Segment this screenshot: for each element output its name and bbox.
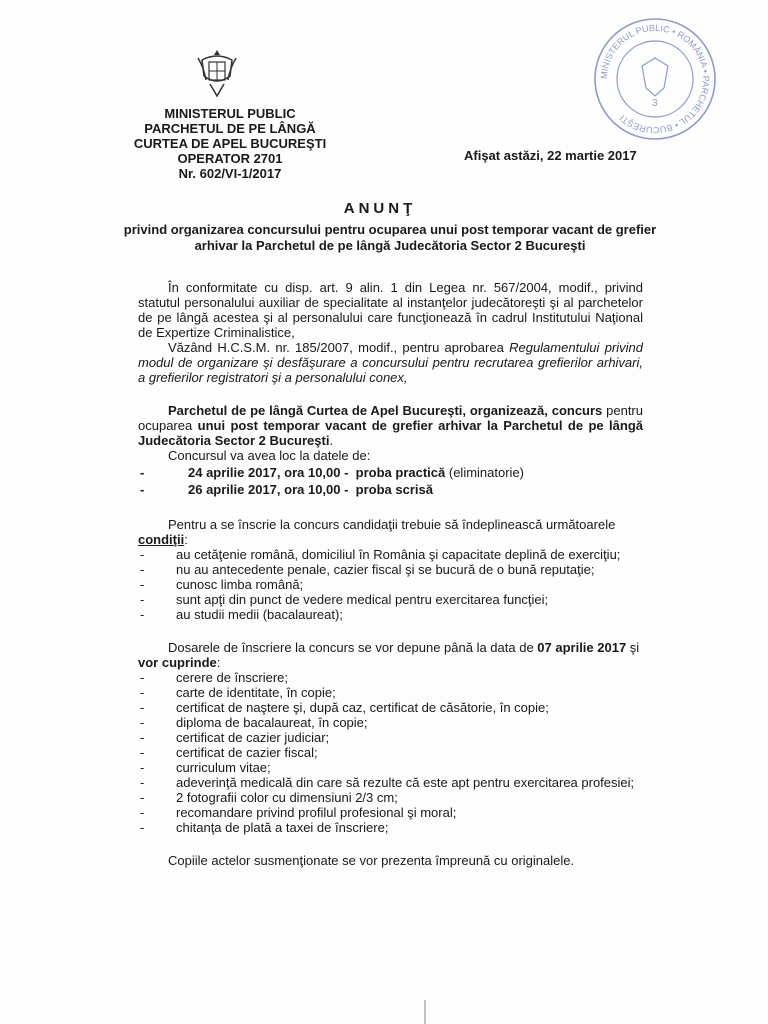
condition-item: - sunt apţi din punct de vedere medical pentru exercitarea funcţiei;	[138, 592, 643, 607]
organizer-end: .	[329, 433, 334, 448]
announcement-title: ANUNŢ	[343, 200, 417, 217]
exam-dates-list	[138, 465, 643, 497]
organizer-paragraph	[138, 403, 643, 448]
header-line: Nr. 602/VI-1/2017	[178, 166, 282, 181]
dossier-contents: vor cuprinde	[138, 655, 217, 670]
document-item: - 2 fotografii color cu dimensiuni 2/3 cm;	[138, 790, 643, 805]
organizer-text: Parchetul de pe lângă Curtea de Apel Bucureşti, organizează, concurs	[168, 403, 603, 418]
header-line: PARCHETUL DE PE LÂNGĂ	[144, 121, 316, 136]
stamp-number: 3	[652, 98, 658, 109]
document-item: - cerere de înscriere;	[138, 670, 643, 685]
regulation-text: Văzând H.C.S.M. nr. 185/2007, modif., pentru aprobarea	[168, 340, 510, 355]
header-line: MINISTERUL PUBLIC	[164, 106, 296, 121]
dossier-paragraph	[138, 640, 643, 670]
closing-note: Copiile actelor susmenţionate se vor prezenta împreună cu originalele.	[168, 853, 575, 868]
organizer-mid: pentru ocuparea	[138, 403, 643, 433]
institution-header	[120, 106, 340, 181]
conditions-word: condiţii	[138, 532, 185, 547]
dates-intro: Concursul va avea loc la datele de:	[168, 448, 371, 463]
exam-date-item	[138, 482, 643, 497]
condition-item: - cunosc limba română;	[138, 577, 643, 592]
svg-text:MINISTERUL PUBLIC • ROMÂNIA •	[599, 23, 711, 135]
posting-date: Afişat astăzi, 22 martie 2017	[464, 148, 637, 163]
exam-type: proba practică	[355, 465, 446, 480]
document-item: - carte de identitate, în copie;	[138, 685, 643, 700]
regulation-title: Regulamentului privind modul de organizare şi desfăşurare a concursului pentru recrutarea grefierilor arhivari, a grefierilor registratori şi a personalului conex,	[138, 340, 643, 385]
deadline-date: 07 aprilie 2017	[537, 640, 627, 655]
document-item: - adeverinţă medicală din care să rezulte că este apt pentru exercitarea profesiei;	[138, 775, 643, 790]
documents-list	[138, 670, 643, 835]
condition-item: - au studii medii (bacalaureat);	[138, 607, 643, 622]
regulation-paragraph	[138, 340, 643, 385]
exam-date: 24 aprilie 2017, ora 10,00 -	[188, 465, 349, 480]
document-item: - chitanţa de plată a taxei de înscriere;	[138, 820, 643, 835]
dossier-text: Dosarele de înscriere la concurs se vor depune până la data de	[168, 640, 538, 655]
document-item: - certificat de cazier judiciar;	[138, 730, 643, 745]
dossier-colon: :	[216, 655, 221, 670]
position-text: unui post temporar vacant de grefier arhivar la Parchetul de pe lângă Judecătoria Sector 2 Bucureşti	[138, 418, 644, 448]
conditions-text: Pentru a se înscrie la concurs candidaţii trebuie să îndeplinească următoarele	[168, 517, 616, 532]
document-item: - recomandare privind profilul profesional şi moral;	[138, 805, 643, 820]
coat-of-arms-icon	[196, 46, 238, 100]
condition-item: - au cetăţenie română, domiciliul în România şi capacitate deplină de exerciţiu;	[138, 547, 643, 562]
document-item: - curriculum vitae;	[138, 760, 643, 775]
header-line: CURTEA DE APEL BUCUREŞTI	[133, 136, 327, 151]
scan-mark-icon	[424, 1000, 426, 1024]
document-item: - certificat de naştere şi, după caz, certificat de căsătorie, în copie;	[138, 700, 643, 715]
exam-note: (eliminatorie)	[445, 465, 525, 480]
legal-basis-paragraph: În conformitate cu disp. art. 9 alin. 1 din Legea nr. 567/2004, modif., privind statutul personalului auxiliar de specialitate al instanţelor judecătoreşti şi al parchetelor de pe lângă acestea şi al personalului care funcţionează în cadrul Institutului Naţional de Expertize Criminalistice,	[138, 280, 643, 340]
announcement-subtitle: privind organizarea concursului pentru ocuparea unui post temporar vacant de grefier arhivar la Parchetul de pe lângă Judecătoria Sector 2 Bucureşti	[123, 222, 657, 253]
document-item: - diploma de bacalaureat, în copie;	[138, 715, 643, 730]
conditions-intro	[138, 517, 643, 547]
exam-date-item	[138, 465, 643, 480]
exam-date: 26 aprilie 2017, ora 10,00 -	[188, 482, 349, 497]
announcement-body	[138, 280, 643, 868]
official-stamp-icon	[590, 14, 720, 144]
conditions-colon: :	[184, 532, 188, 547]
header-line: OPERATOR 2701	[177, 151, 283, 166]
dossier-and: şi	[626, 640, 640, 655]
conditions-list	[138, 547, 643, 622]
exam-type: proba scrisă	[355, 482, 433, 497]
condition-item: - nu au antecedente penale, cazier fiscal şi se bucură de o bună reputaţie;	[138, 562, 643, 577]
stamp-text: MINISTERUL PUBLIC • ROMÂNIA • PARCHETUL • BUCUREŞTI	[598, 22, 712, 136]
document-item: - certificat de cazier fiscal;	[138, 745, 643, 760]
